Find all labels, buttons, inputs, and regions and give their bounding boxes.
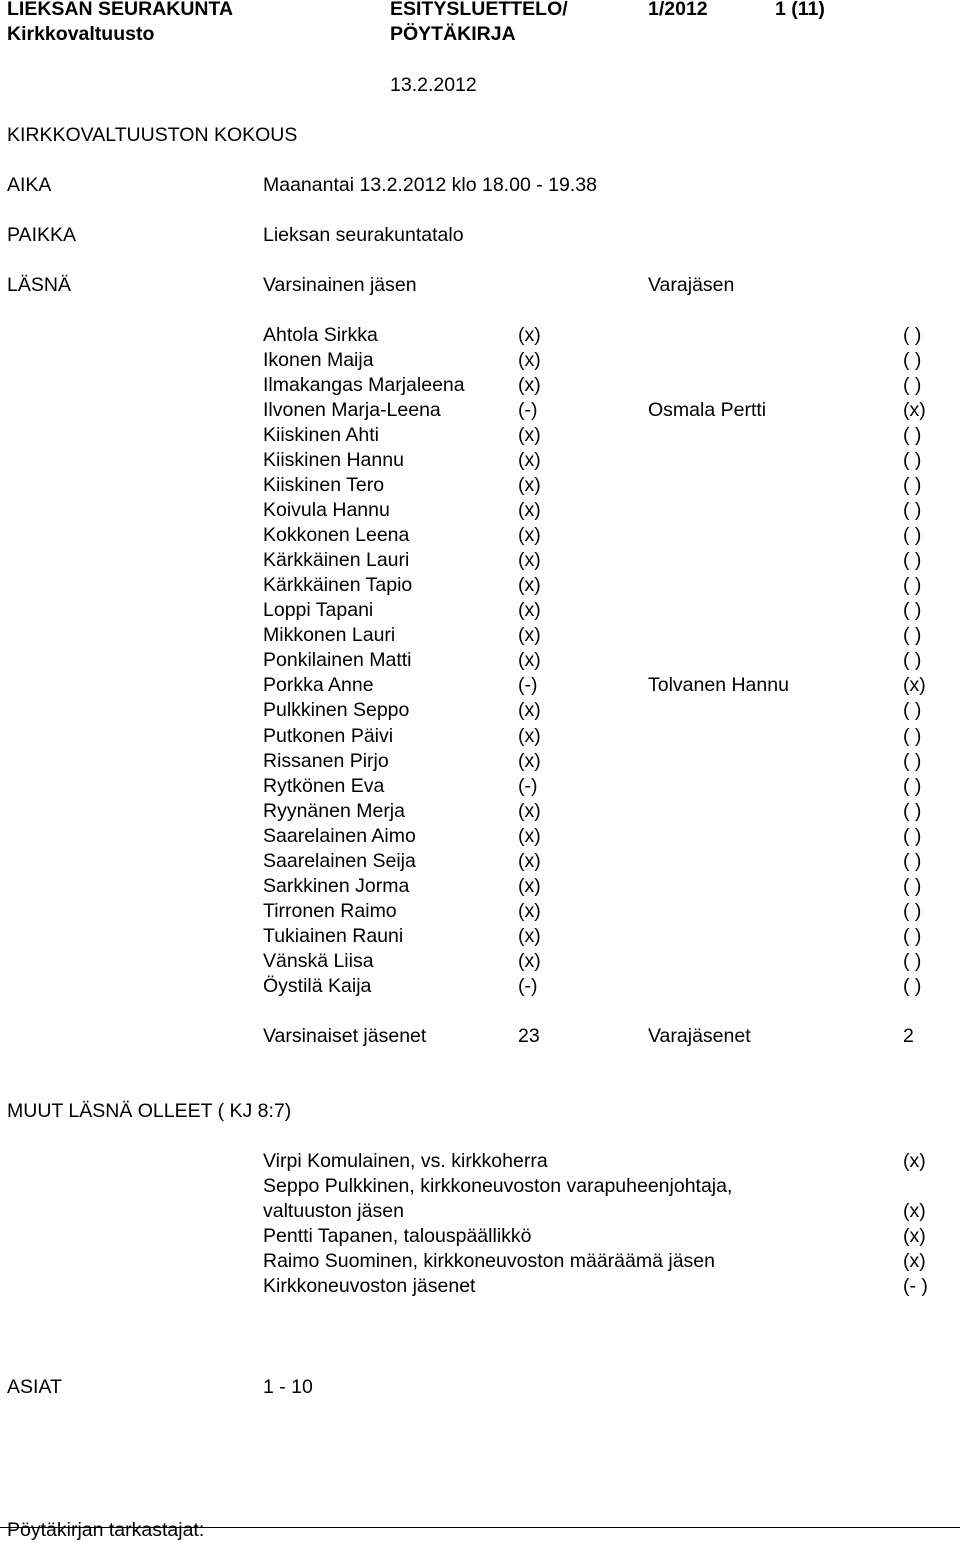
deputy-status: (x)	[903, 674, 926, 697]
member-status: (x)	[518, 349, 541, 372]
deputy-status: (x)	[903, 399, 926, 422]
deputy-status: ( )	[903, 924, 922, 947]
member-name: Ilmakangas Marjaleena	[263, 374, 465, 397]
member-status: (-)	[518, 674, 538, 697]
deputy-status: ( )	[903, 374, 922, 397]
reviewers-label: Pöytäkirjan tarkastajat:	[7, 1519, 205, 1541]
deputy-status: ( )	[903, 774, 922, 797]
attendance-list	[0, 323, 960, 999]
member-name: Sarkkinen Jorma	[263, 874, 410, 897]
member-status: (x)	[518, 724, 541, 747]
attendance-row	[0, 724, 960, 749]
attendance-row	[0, 598, 960, 623]
member-name: Öystilä Kaija	[263, 974, 372, 997]
others-list	[0, 1149, 960, 1299]
attendance-row	[0, 924, 960, 949]
member-status: (x)	[518, 799, 541, 822]
deputy-status: ( )	[903, 424, 922, 447]
member-status: (x)	[518, 824, 541, 847]
member-column-header: Varsinainen jäsen	[263, 274, 417, 296]
place-value: Lieksan seurakuntatalo	[263, 224, 464, 246]
deputy-status: ( )	[903, 899, 922, 922]
meeting-title: KIRKKOVALTUUSTON KOKOUS	[7, 124, 298, 146]
deputy-status: ( )	[903, 649, 922, 672]
others-status: (- )	[903, 1275, 928, 1297]
place-label: PAIKKA	[7, 224, 77, 246]
deputy-status: ( )	[903, 474, 922, 497]
member-status: (x)	[518, 899, 541, 922]
org-name: LIEKSAN SEURAKUNTA	[7, 0, 234, 20]
attendance-row	[0, 348, 960, 373]
member-name: Kiiskinen Ahti	[263, 424, 379, 447]
attendance-row	[0, 749, 960, 774]
member-status: (x)	[518, 924, 541, 947]
others-text: Pentti Tapanen, talouspäällikkö	[263, 1225, 532, 1247]
member-status: (x)	[518, 849, 541, 872]
member-status: (x)	[518, 649, 541, 672]
member-name: Loppi Tapani	[263, 599, 374, 622]
member-name: Mikkonen Lauri	[263, 624, 396, 647]
attendance-row	[0, 774, 960, 799]
member-status: (x)	[518, 374, 541, 397]
deputy-status: ( )	[903, 449, 922, 472]
others-row	[0, 1224, 960, 1249]
members-total-count: 23	[518, 1025, 540, 1047]
attendance-row	[0, 473, 960, 498]
deputy-status: ( )	[903, 624, 922, 647]
member-status: (-)	[518, 399, 538, 422]
attendance-row	[0, 323, 960, 348]
attendance-row	[0, 698, 960, 723]
member-status: (x)	[518, 599, 541, 622]
deputy-status: ( )	[903, 499, 922, 522]
attendance-row	[0, 824, 960, 849]
deputy-status: ( )	[903, 524, 922, 547]
attendance-row	[0, 799, 960, 824]
member-name: Kiiskinen Hannu	[263, 449, 404, 472]
others-status: (x)	[903, 1200, 926, 1222]
attendance-row	[0, 974, 960, 999]
member-status: (x)	[518, 874, 541, 897]
body-name: Kirkkovaltuusto	[7, 23, 155, 45]
deputy-status: ( )	[903, 724, 922, 747]
items-label: ASIAT	[7, 1376, 62, 1398]
member-name: Saarelainen Aimo	[263, 824, 416, 847]
member-status: (-)	[518, 974, 538, 997]
deputy-name: Tolvanen Hannu	[648, 674, 789, 697]
member-status: (x)	[518, 699, 541, 722]
others-row	[0, 1249, 960, 1274]
attendance-row	[0, 573, 960, 598]
deputy-status: ( )	[903, 849, 922, 872]
deputies-total-count: 2	[903, 1025, 914, 1047]
member-status: (x)	[518, 574, 541, 597]
doc-type-line2: PÖYTÄKIRJA	[390, 23, 516, 45]
deputy-status: ( )	[903, 749, 922, 772]
others-row	[0, 1199, 960, 1224]
deputy-status: ( )	[903, 349, 922, 372]
attendance-row	[0, 623, 960, 648]
attendance-label: LÄSNÄ	[7, 274, 71, 296]
attendance-row	[0, 673, 960, 698]
attendance-row	[0, 548, 960, 573]
member-name: Koivula Hannu	[263, 499, 390, 522]
member-name: Ikonen Maija	[263, 349, 374, 372]
member-name: Ahtola Sirkka	[263, 324, 378, 346]
others-text: Kirkkoneuvoston jäsenet	[263, 1275, 476, 1297]
attendance-row	[0, 423, 960, 448]
member-status: (x)	[518, 474, 541, 497]
attendance-row	[0, 398, 960, 423]
others-text: valtuuston jäsen	[263, 1200, 404, 1222]
deputy-column-header: Varajäsen	[648, 274, 735, 296]
member-status: (x)	[518, 549, 541, 572]
others-status: (x)	[903, 1250, 926, 1272]
deputy-status: ( )	[903, 949, 922, 972]
member-name: Kärkkäinen Lauri	[263, 549, 410, 572]
others-status: (x)	[903, 1225, 926, 1247]
deputy-status: ( )	[903, 574, 922, 597]
attendance-row	[0, 523, 960, 548]
deputy-status: ( )	[903, 974, 922, 997]
others-status: (x)	[903, 1150, 926, 1172]
items-value: 1 - 10	[263, 1376, 313, 1398]
deputy-name: Osmala Pertti	[648, 399, 767, 422]
member-status: (x)	[518, 449, 541, 472]
attendance-row	[0, 498, 960, 523]
member-name: Kokkonen Leena	[263, 524, 410, 547]
member-status: (x)	[518, 749, 541, 772]
deputy-status: ( )	[903, 874, 922, 897]
member-name: Ryynänen Merja	[263, 799, 405, 822]
member-status: (x)	[518, 324, 541, 346]
time-label: AIKA	[7, 174, 52, 196]
deputy-status: ( )	[903, 799, 922, 822]
attendance-row	[0, 899, 960, 924]
others-label: MUUT LÄSNÄ OLLEET ( KJ 8:7)	[7, 1100, 292, 1122]
page-number: 1 (11)	[775, 0, 825, 20]
member-name: Porkka Anne	[263, 674, 374, 697]
member-status: (x)	[518, 424, 541, 447]
member-name: Tirronen Raimo	[263, 899, 397, 922]
attendance-row	[0, 648, 960, 673]
member-status: (x)	[518, 624, 541, 647]
header-date: 13.2.2012	[390, 74, 477, 96]
others-row	[0, 1149, 960, 1174]
doc-number: 1/2012	[648, 0, 708, 20]
attendance-row	[0, 373, 960, 398]
others-text: Raimo Suominen, kirkkoneuvoston määräämä jäsen	[263, 1250, 715, 1272]
attendance-row	[0, 874, 960, 899]
member-status: (x)	[518, 524, 541, 547]
member-status: (x)	[518, 949, 541, 972]
others-text: Seppo Pulkkinen, kirkkoneuvoston varapuheenjohtaja,	[263, 1175, 733, 1197]
deputy-status: ( )	[903, 699, 922, 722]
attendance-row	[0, 949, 960, 974]
member-name: Saarelainen Seija	[263, 849, 416, 872]
member-name: Kärkkäinen Tapio	[263, 574, 413, 597]
member-name: Pulkkinen Seppo	[263, 699, 410, 722]
deputy-status: ( )	[903, 549, 922, 572]
deputies-total-label: Varajäsenet	[648, 1025, 751, 1047]
deputy-status: ( )	[903, 599, 922, 622]
member-name: Ilvonen Marja-Leena	[263, 399, 441, 422]
member-name: Vänskä Liisa	[263, 949, 374, 972]
member-name: Tukiainen Rauni	[263, 924, 404, 947]
member-name: Kiiskinen Tero	[263, 474, 385, 497]
others-row	[0, 1274, 960, 1299]
member-status: (x)	[518, 499, 541, 522]
others-row	[0, 1174, 960, 1199]
doc-type-line1: ESITYSLUETTELO/	[390, 0, 568, 20]
member-name: Ponkilainen Matti	[263, 649, 412, 672]
deputy-status: ( )	[903, 324, 922, 346]
member-name: Rytkönen Eva	[263, 774, 385, 797]
member-name: Rissanen Pirjo	[263, 749, 389, 772]
attendance-row	[0, 448, 960, 473]
member-status: (-)	[518, 774, 538, 797]
deputy-status: ( )	[903, 824, 922, 847]
time-value: Maanantai 13.2.2012 klo 18.00 - 19.38	[263, 174, 597, 196]
others-text: Virpi Komulainen, vs. kirkkoherra	[263, 1150, 548, 1172]
members-total-label: Varsinaiset jäsenet	[263, 1025, 427, 1047]
member-name: Putkonen Päivi	[263, 724, 394, 747]
attendance-row	[0, 849, 960, 874]
